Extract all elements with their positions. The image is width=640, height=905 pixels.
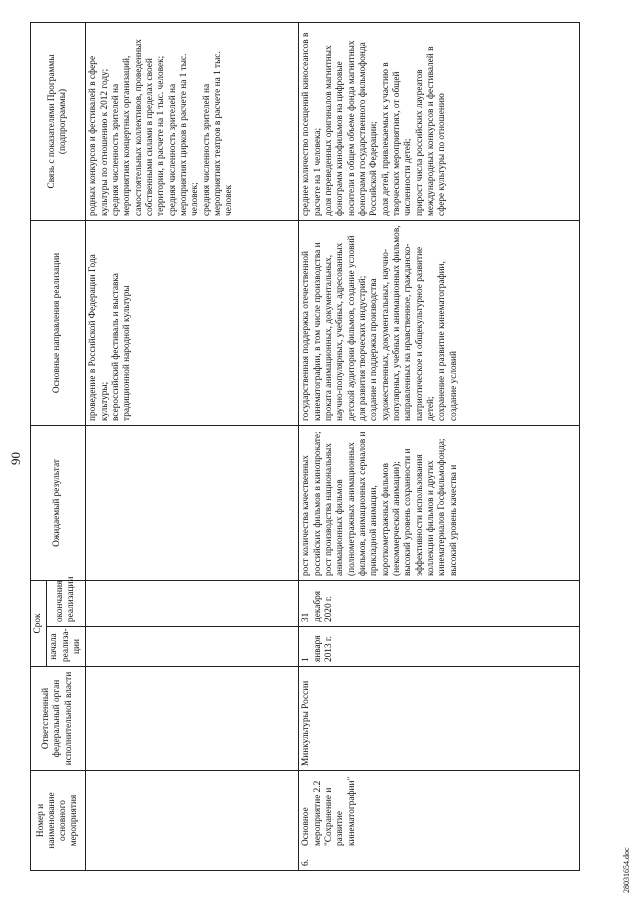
header-start: начала реализа-ции [47, 627, 86, 667]
header-end: окончания реализации [47, 580, 86, 626]
activity-name: Основное мероприятие 2.2 "Сохранение и развитие кинематографии" [301, 776, 357, 846]
cell-directions: государственная поддержка отечественной кинематографии, в том числе производства и проката анимационных, документальных, научно-популярных, учебных, адресованных детской аудитории фильмов, создание условий для развития творческих индустрий; создание и поддержка производства художественных, документальных, научно-популярных, учебных и анимационных фильмов, направленных на нравственное, гражданско-патриотическое и общекультурное развитие детей; сохранение и развитие кинематографии, создание условий [299, 220, 580, 425]
cell-end: 31 декабря 2020 г. [299, 580, 580, 626]
table-row [86, 22, 299, 870]
header-result: Ожидаемый результат [31, 425, 86, 580]
header-directions: Основные направления реализации [31, 220, 86, 425]
header-org: Ответственный федеральный орган исполнительной власти [31, 667, 86, 771]
header-period: Срок [31, 580, 47, 666]
activities-table [30, 22, 580, 871]
cell-num-name [86, 771, 299, 871]
cell-result: рост количества качественных российских фильмов в кинопрокате; рост производства национальных анимационных фильмов (полнометражных анимационных фильмов, анимационных сериалов и прикладной анимации, короткометражных фильмов (некоммерческой анимации); высокий уровень сохранности и эффективности использования коллекции фильмов и других кинематериалов Госфильмофонда; высокий уровень качества и [299, 425, 580, 580]
page-number: 90 [8, 452, 23, 465]
header-link: Связь с показателями Программы (подпрограммы) [31, 22, 86, 220]
cell-start: 1 января 2013 г. [299, 627, 580, 667]
cell-org: Минкультуры России [299, 667, 580, 771]
cell-link: среднее количество посещений киносеансов в расчете на 1 человека; доля переведенных оригиналов магнитных фонограмм кинофильмов на цифровые носители в общем объеме фонда магнитных фонограмм государственного фильмофонда Российской Федерации; доля детей, привлекаемых к участию в творческих мероприятиях, от общей численности детей; прирост числа российских лауреатов международных конкурсов и фестивалей в сфере культуры по отношению [299, 22, 580, 220]
row-number: 6. [301, 859, 312, 866]
table-row [299, 22, 580, 870]
cell-directions: проведение в Российской Федерации Года культуры; всероссийский фестиваль и выставка традиционной народной культуры [86, 220, 299, 425]
cell-end [86, 580, 299, 626]
document-id: 28031654.doc [622, 847, 631, 893]
cell-org [86, 667, 299, 771]
cell-num-name [299, 771, 580, 871]
cell-link: родных конкурсов и фестивалей в сфере культуры по отношению к 2012 году; средняя численность зрителей на мероприятиях концертных организаций, самостоятельных коллективов, проведенных собственными силами в пределах своей территории, в расчете на 1 тыс. человек; средняя численность зрителей на мероприятиях цирков в расчете на 1 тыс. человек; средняя численность зрителей на мероприятиях театров в расчете на 1 тыс. человек [86, 22, 299, 220]
cell-result [86, 425, 299, 580]
cell-start [86, 627, 299, 667]
header-num-name: Номер и наименование основного мероприятия [31, 771, 86, 871]
